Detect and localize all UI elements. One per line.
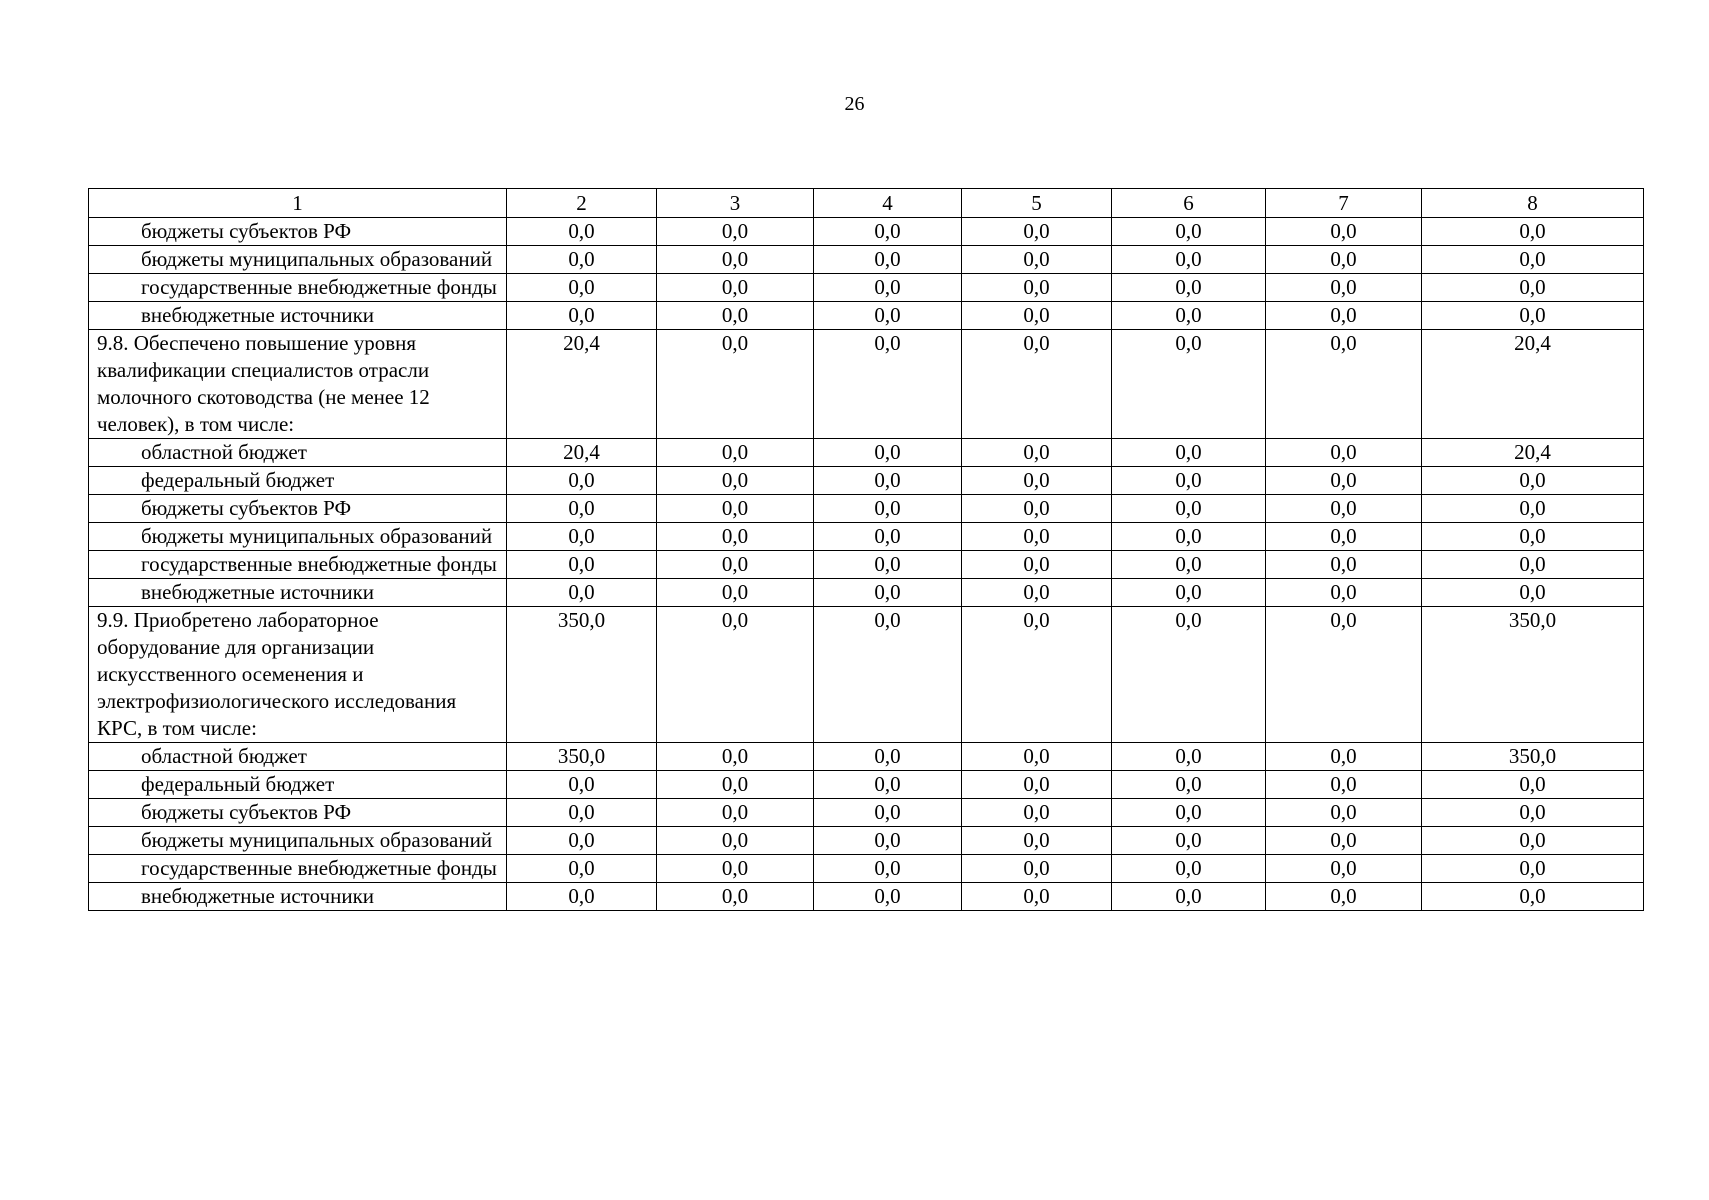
table-cell-value: 0,0 [1112,607,1266,743]
table-header-row [89,189,1644,218]
table-cell-value: 0,0 [507,302,657,330]
table-cell-value: 0,0 [1422,771,1644,799]
table-cell-value: 0,0 [1266,607,1422,743]
row-label: государственные внебюджетные фонды [89,855,507,883]
table-cell-value: 350,0 [1422,607,1644,743]
table-cell-value: 0,0 [962,883,1112,911]
table-cell-value: 0,0 [814,799,962,827]
table-row [89,467,1644,495]
column-header: 8 [1422,189,1644,218]
table-cell-value: 0,0 [1422,855,1644,883]
table-cell-value: 0,0 [1266,274,1422,302]
row-title: 9.9. Приобретено лабораторное оборудование для организации искусственного осеменения и электрофизиологического исследования КРС, в том числе: [89,607,507,743]
table-cell-value: 0,0 [507,551,657,579]
table-cell-value: 20,4 [1422,330,1644,439]
row-label: бюджеты муниципальных образований [89,827,507,855]
table-cell-value: 0,0 [814,439,962,467]
table-cell-value: 0,0 [1266,771,1422,799]
table-cell-value: 20,4 [507,439,657,467]
budget-table [88,188,1644,911]
row-label: бюджеты муниципальных образований [89,523,507,551]
column-header: 4 [814,189,962,218]
table-cell-value: 0,0 [507,771,657,799]
table-row [89,827,1644,855]
table-cell-value: 350,0 [1422,743,1644,771]
table-cell-value: 0,0 [1266,855,1422,883]
column-header: 1 [89,189,507,218]
table-cell-value: 0,0 [507,799,657,827]
table-cell-value: 0,0 [507,467,657,495]
table-cell-value: 0,0 [1266,579,1422,607]
table-cell-value: 0,0 [1422,883,1644,911]
table-cell-value: 0,0 [1112,302,1266,330]
table-cell-value: 0,0 [657,523,814,551]
table-cell-value: 0,0 [962,743,1112,771]
table-cell-value: 0,0 [814,827,962,855]
table-cell-value: 0,0 [1266,218,1422,246]
row-label: внебюджетные источники [89,579,507,607]
table-cell-value: 0,0 [814,467,962,495]
column-header: 6 [1112,189,1266,218]
table-cell-value: 0,0 [657,799,814,827]
table-cell-value: 0,0 [1422,467,1644,495]
table-cell-value: 0,0 [1266,467,1422,495]
row-label: бюджеты субъектов РФ [89,218,507,246]
table-cell-value: 0,0 [507,883,657,911]
table-cell-value: 0,0 [1422,523,1644,551]
table-cell-value: 0,0 [814,855,962,883]
table-cell-value: 0,0 [814,495,962,523]
page-number: 26 [844,93,865,115]
table-cell-value: 0,0 [1112,743,1266,771]
table-cell-value: 0,0 [657,274,814,302]
table-cell-value: 0,0 [1112,274,1266,302]
table-cell-value: 0,0 [1266,551,1422,579]
table-cell-value: 0,0 [962,330,1112,439]
table-row [89,883,1644,911]
table-cell-value: 0,0 [657,855,814,883]
table-cell-value: 0,0 [1266,827,1422,855]
row-title: 9.8. Обеспечено повышение уровня квалификации специалистов отрасли молочного скотоводства (не менее 12 человек), в том числе: [89,330,507,439]
row-label: областной бюджет [89,743,507,771]
table-cell-value: 0,0 [962,771,1112,799]
row-label: федеральный бюджет [89,771,507,799]
table-cell-value: 0,0 [1266,523,1422,551]
table-cell-value: 0,0 [962,274,1112,302]
table-row [89,579,1644,607]
row-label: государственные внебюджетные фонды [89,551,507,579]
table-cell-value: 0,0 [962,551,1112,579]
table-row [89,607,1644,743]
table-cell-value: 0,0 [962,218,1112,246]
table-cell-value: 0,0 [814,523,962,551]
row-label: бюджеты муниципальных образований [89,246,507,274]
table-cell-value: 0,0 [1266,495,1422,523]
table-cell-value: 0,0 [1112,855,1266,883]
table-cell-value: 0,0 [1112,467,1266,495]
table-cell-value: 0,0 [1112,771,1266,799]
table-cell-value: 0,0 [507,218,657,246]
table-cell-value: 0,0 [657,827,814,855]
table-row [89,330,1644,439]
column-header: 3 [657,189,814,218]
column-header: 2 [507,189,657,218]
table-row [89,218,1644,246]
table-cell-value: 0,0 [814,743,962,771]
row-label: внебюджетные источники [89,302,507,330]
table-cell-value: 0,0 [1112,218,1266,246]
table-cell-value: 0,0 [1422,799,1644,827]
table-cell-value: 0,0 [657,330,814,439]
table-cell-value: 0,0 [962,607,1112,743]
table-cell-value: 0,0 [1422,246,1644,274]
table-cell-value: 0,0 [1422,302,1644,330]
table-cell-value: 0,0 [1266,743,1422,771]
table-cell-value: 0,0 [657,218,814,246]
table-row [89,855,1644,883]
table-cell-value: 0,0 [657,302,814,330]
row-label: федеральный бюджет [89,467,507,495]
table-cell-value: 0,0 [814,607,962,743]
table-cell-value: 0,0 [814,883,962,911]
table-cell-value: 0,0 [657,771,814,799]
table-cell-value: 0,0 [657,607,814,743]
table-cell-value: 0,0 [507,579,657,607]
table-cell-value: 0,0 [657,579,814,607]
table-cell-value: 0,0 [657,246,814,274]
table-row [89,771,1644,799]
table-cell-value: 0,0 [1266,246,1422,274]
table-cell-value: 0,0 [507,246,657,274]
table-cell-value: 0,0 [657,551,814,579]
table-cell-value: 0,0 [1112,827,1266,855]
table-row [89,274,1644,302]
table-cell-value: 0,0 [1112,246,1266,274]
table-cell-value: 350,0 [507,743,657,771]
table-cell-value: 0,0 [1266,439,1422,467]
table-cell-value: 0,0 [1112,523,1266,551]
table-row [89,551,1644,579]
table-cell-value: 0,0 [962,523,1112,551]
table-cell-value: 0,0 [1266,330,1422,439]
table-cell-value: 0,0 [1422,218,1644,246]
table-cell-value: 0,0 [1112,883,1266,911]
table-cell-value: 0,0 [1266,799,1422,827]
table-cell-value: 0,0 [814,274,962,302]
row-label: бюджеты субъектов РФ [89,799,507,827]
table-row [89,246,1644,274]
row-label: бюджеты субъектов РФ [89,495,507,523]
table-cell-value: 0,0 [507,855,657,883]
table-cell-value: 0,0 [1422,274,1644,302]
table-cell-value: 20,4 [507,330,657,439]
table-cell-value: 0,0 [657,439,814,467]
table-row [89,743,1644,771]
table-cell-value: 0,0 [814,771,962,799]
table-cell-value: 0,0 [962,579,1112,607]
table-cell-value: 0,0 [814,579,962,607]
table-cell-value: 0,0 [962,467,1112,495]
table-cell-value: 0,0 [1266,883,1422,911]
row-label: государственные внебюджетные фонды [89,274,507,302]
column-header: 5 [962,189,1112,218]
table-cell-value: 0,0 [507,523,657,551]
table-cell-value: 0,0 [1112,551,1266,579]
row-label: внебюджетные источники [89,883,507,911]
table-cell-value: 0,0 [962,827,1112,855]
table-cell-value: 0,0 [1112,579,1266,607]
table-cell-value: 0,0 [962,246,1112,274]
table-cell-value: 0,0 [962,799,1112,827]
table-cell-value: 350,0 [507,607,657,743]
row-label: областной бюджет [89,439,507,467]
table-cell-value: 0,0 [962,439,1112,467]
table-row [89,495,1644,523]
table-cell-value: 0,0 [1422,827,1644,855]
table-cell-value: 0,0 [814,330,962,439]
column-header: 7 [1266,189,1422,218]
table-cell-value: 0,0 [962,302,1112,330]
table-cell-value: 0,0 [1266,302,1422,330]
table-cell-value: 0,0 [657,883,814,911]
table-cell-value: 0,0 [962,495,1112,523]
table-cell-value: 0,0 [814,218,962,246]
table-cell-value: 0,0 [1422,551,1644,579]
table-cell-value: 0,0 [657,495,814,523]
table-row [89,439,1644,467]
table-cell-value: 0,0 [1112,439,1266,467]
table-cell-value: 0,0 [1422,495,1644,523]
table-cell-value: 0,0 [814,551,962,579]
table-cell-value: 0,0 [507,495,657,523]
table-row [89,302,1644,330]
table-row [89,523,1644,551]
table-cell-value: 0,0 [1112,799,1266,827]
table-cell-value: 0,0 [657,743,814,771]
table-row [89,799,1644,827]
table-cell-value: 0,0 [814,246,962,274]
table-cell-value: 0,0 [1422,579,1644,607]
table-cell-value: 20,4 [1422,439,1644,467]
table-cell-value: 0,0 [1112,495,1266,523]
table-cell-value: 0,0 [507,827,657,855]
table-cell-value: 0,0 [657,467,814,495]
table-cell-value: 0,0 [507,274,657,302]
table-cell-value: 0,0 [962,855,1112,883]
table-cell-value: 0,0 [814,302,962,330]
table-cell-value: 0,0 [1112,330,1266,439]
